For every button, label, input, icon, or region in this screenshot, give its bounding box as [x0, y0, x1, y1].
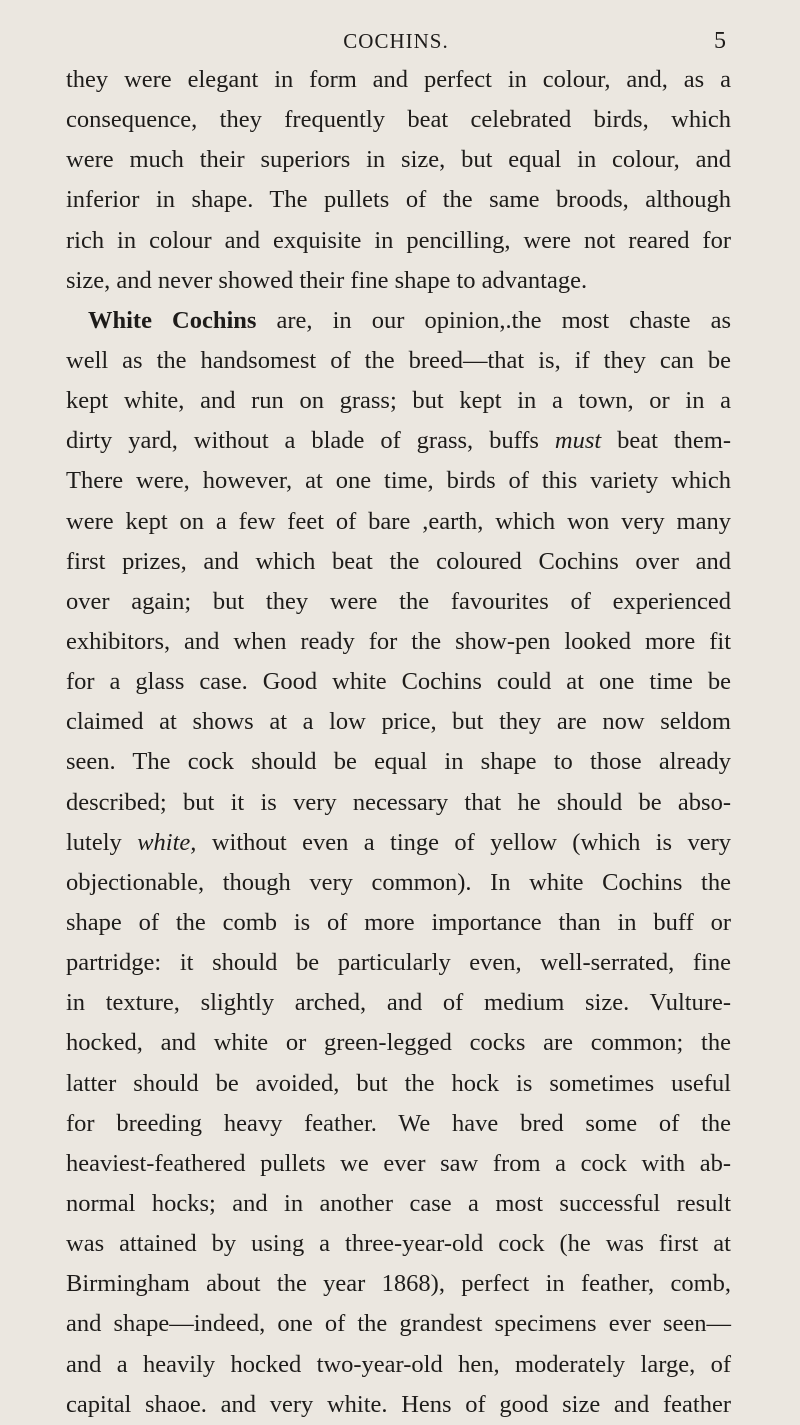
page-number: 5 — [714, 28, 726, 54]
text-line: was attained by using a three-year-old cock (he was first at — [66, 1230, 731, 1258]
text-line: seen. The cock should be equal in shape to those already — [66, 748, 731, 776]
emphasis-text: white, — [137, 828, 197, 856]
text-line: for breeding heavy feather. We have bred some of the — [66, 1109, 731, 1137]
text-line: There were, however, at one time, birds of this variety which — [66, 467, 731, 495]
text-line: claimed at shows at a low price, but they are now seldom — [66, 708, 731, 736]
text-line: capital shaoe. and very white. Hens of good size and feather — [66, 1390, 731, 1418]
text-line: exhibitors, and when ready for the show-pen looked more fit — [66, 627, 731, 655]
text-line: they were elegant in form and perfect in colour, and, as a — [66, 66, 731, 93]
text-line: over again; but they were the favourites of experienced — [66, 587, 731, 615]
text-line: rich in colour and exquisite in pencilling, were not reared for — [66, 226, 731, 254]
text-line: objectionable, though very common). In white Cochins the — [66, 868, 731, 896]
text-line: hocked, and white or green-legged cocks are common; the — [66, 1029, 731, 1057]
text-line: were kept on a few feet of bare ,earth, which won very many — [66, 507, 731, 535]
text-line: were much their superiors in size, but equal in colour, and — [66, 146, 731, 174]
text-line: Birmingham about the year 1868), perfect in feather, comb, — [66, 1270, 731, 1298]
text-line: lutely white, without even a tinge of yellow (which is very — [66, 828, 731, 856]
paragraph-lead: White Cochins — [88, 306, 257, 334]
text-line: size, and never showed their fine shape to advantage. — [66, 266, 588, 294]
text-line: for a glass case. Good white Cochins could at one time be — [66, 668, 731, 696]
text-line: described; but it is very necessary that he should be abso- — [66, 788, 731, 816]
text-line: and shape—indeed, one of the grandest specimens ever seen— — [66, 1310, 731, 1338]
body-text — [66, 60, 731, 1425]
text-line: White Cochins are, in our opinion,.the most chaste as — [88, 306, 731, 334]
emphasis-text: must — [554, 427, 602, 455]
text-line: kept white, and run on grass; but kept in a town, or in a — [66, 387, 731, 415]
text-line: inferior in shape. The pullets of the same broods, although — [66, 186, 731, 214]
page-title: COCHINS. — [343, 29, 449, 53]
text-line: first prizes, and which beat the coloured Cochins over and — [66, 547, 731, 575]
text-line: well as the handsomest of the breed—that is, if they can be — [66, 346, 731, 374]
text-line: heaviest-feathered pullets we ever saw from a cock with ab- — [66, 1149, 731, 1177]
text-line: dirty yard, without a blade of grass, buffs must beat them- — [66, 427, 731, 455]
text-line: partridge: it should be particularly even, well-serrated, fine — [66, 949, 731, 977]
text-line: normal hocks; and in another case a most successful result — [66, 1189, 731, 1217]
text-line: shape of the comb is of more importance than in buff or — [66, 908, 731, 936]
text-line: and a heavily hocked two-year-old hen, moderately large, of — [66, 1350, 731, 1378]
text-line: latter should be avoided, but the hock is sometimes useful — [66, 1069, 731, 1097]
text-line: consequence, they frequently beat celebrated birds, which — [66, 106, 731, 134]
text-line: in texture, slightly arched, and of medium size. Vulture- — [66, 989, 731, 1017]
running-head — [66, 26, 726, 56]
